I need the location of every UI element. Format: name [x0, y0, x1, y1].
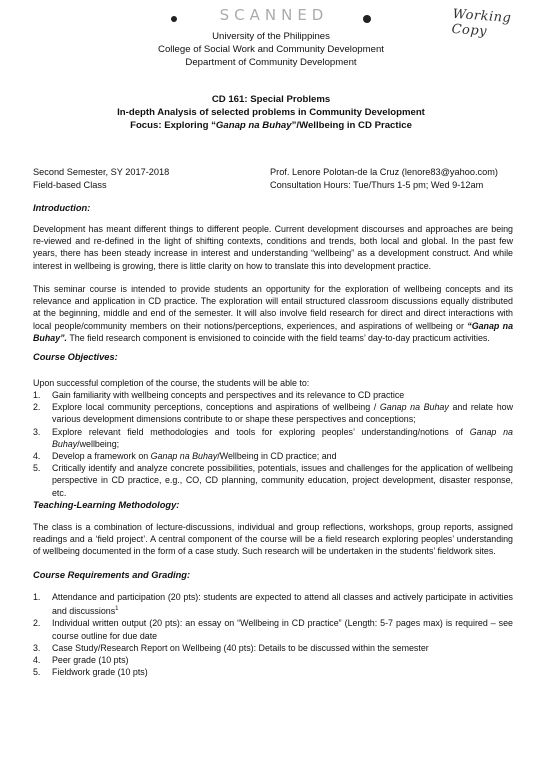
requirement-item: 3. Case Study/Research Report on Wellbeing (40 pts): Details to be discussed within the semester	[33, 642, 429, 653]
consultation-hours: Consultation Hours: Tue/Thurs 1-5 pm; Wed 9-12am	[270, 180, 484, 190]
requirement-item: 1. Attendance and participation (20 pts): students are expected to attend all classes and actively participate in activities and discussions$^1$	[33, 592, 513, 617]
semester: Second Semester, SY 2017-2018	[33, 167, 170, 177]
objective-item: 2. Explore local community perceptions, conceptions and aspirations of wellbeing / Ganap na Buhay and relate how various development dimensions contribute to or shape these perspectives and conceptions;	[33, 402, 513, 425]
objective-item: 5. Critically identify and analyze concrete possibilities, potentials, issues and challenges for the application of wellbeing perspective in CD practice, e.g., CO, CD planning, community education, project development, disaster response, etc.	[33, 463, 513, 498]
methodology-heading: Teaching-Learning Methodology:	[33, 500, 180, 510]
university-name: University of the Philippines	[212, 31, 330, 42]
class-type: Field-based Class	[33, 180, 107, 190]
introduction-paragraph-1: Development has meant different things to different people. Current development discourses and approaches are being re-viewed and re-defined in the light of shifting contexts, conditions and trends, both local and global. In the past few years, there has been steady increase in interest and understanding “wellbeing” as a development construct. And while interest in wellbeing is growing, there is little clarity on how to translate this into development practice.	[33, 224, 513, 271]
requirement-item: 4. Peer grade (10 pts)	[33, 654, 129, 665]
department-name: Department of Community Development	[185, 57, 357, 68]
requirements-heading: Course Requirements and Grading:	[33, 570, 191, 580]
instructor: Prof. Lenore Polotan-de la Cruz (lenore83@yahoo.com)	[270, 167, 498, 177]
course-title: CD 161: Special Problems	[211, 94, 331, 105]
objective-item: 3. Explore relevant field methodologies and tools for exploring peoples’ understanding/notions of Ganap na Buhay/wellbeing;	[33, 426, 513, 449]
introduction-heading: Introduction:	[33, 203, 91, 213]
course-subtitle: In-depth Analysis of selected problems in Community Development	[117, 107, 425, 118]
objective-item: 1. Gain familiarity with wellbeing concepts and perspectives and its relevance to CD practice	[33, 390, 405, 400]
requirements-list	[33, 591, 513, 678]
stamp-text: SCANNED	[219, 6, 329, 24]
introduction-paragraph-2: This seminar course is intended to provide students an opportunity for the exploration of wellbeing concepts and its relevance and application in CD practice. The exploration will entail structured classroom discussions equally distributed at the beginning, middle and end of the semester. It will also involve field research for direct and direct interactions with local people/community members on their notions/perceptions, experiences, and aspirations of wellbeing or “Ganap na Buhay”. The field research component is envisioned to coincide with the field teams’ day-to-day practicum activities.	[33, 284, 514, 343]
objectives-heading: Course Objectives:	[33, 352, 118, 362]
college-name: College of Social Work and Community Development	[158, 44, 384, 55]
scanned-stamp	[168, 4, 380, 26]
course-focus: Focus: Exploring “Ganap na Buhay”/Wellbeing in CD Practice	[130, 120, 412, 131]
handwritten-note: Working Copy	[451, 6, 512, 40]
requirement-item: 2. Individual written output (20 pts): an essay on “Wellbeing in CD practice” (Length: 5-7 pages max) is required – see course outline for due date	[33, 618, 513, 641]
objectives-list	[33, 389, 513, 499]
objective-item: 4. Develop a framework on Ganap na Buhay/Wellbeing in CD practice; and	[33, 451, 337, 462]
objectives-intro: Upon successful completion of the course, the students will be able to:	[33, 378, 310, 388]
methodology-paragraph: The class is a combination of lecture-discussions, individual and group reflections, workshops, group reports, assigned readings and a ‘field project’. A central component of the course will be a field research exploring peoples’ understanding of wellbeing documented in the form of a case study. Such research will be undertaken in the students’ fieldwork sites.	[33, 522, 513, 557]
requirement-item: 5. Fieldwork grade (10 pts)	[33, 667, 148, 678]
